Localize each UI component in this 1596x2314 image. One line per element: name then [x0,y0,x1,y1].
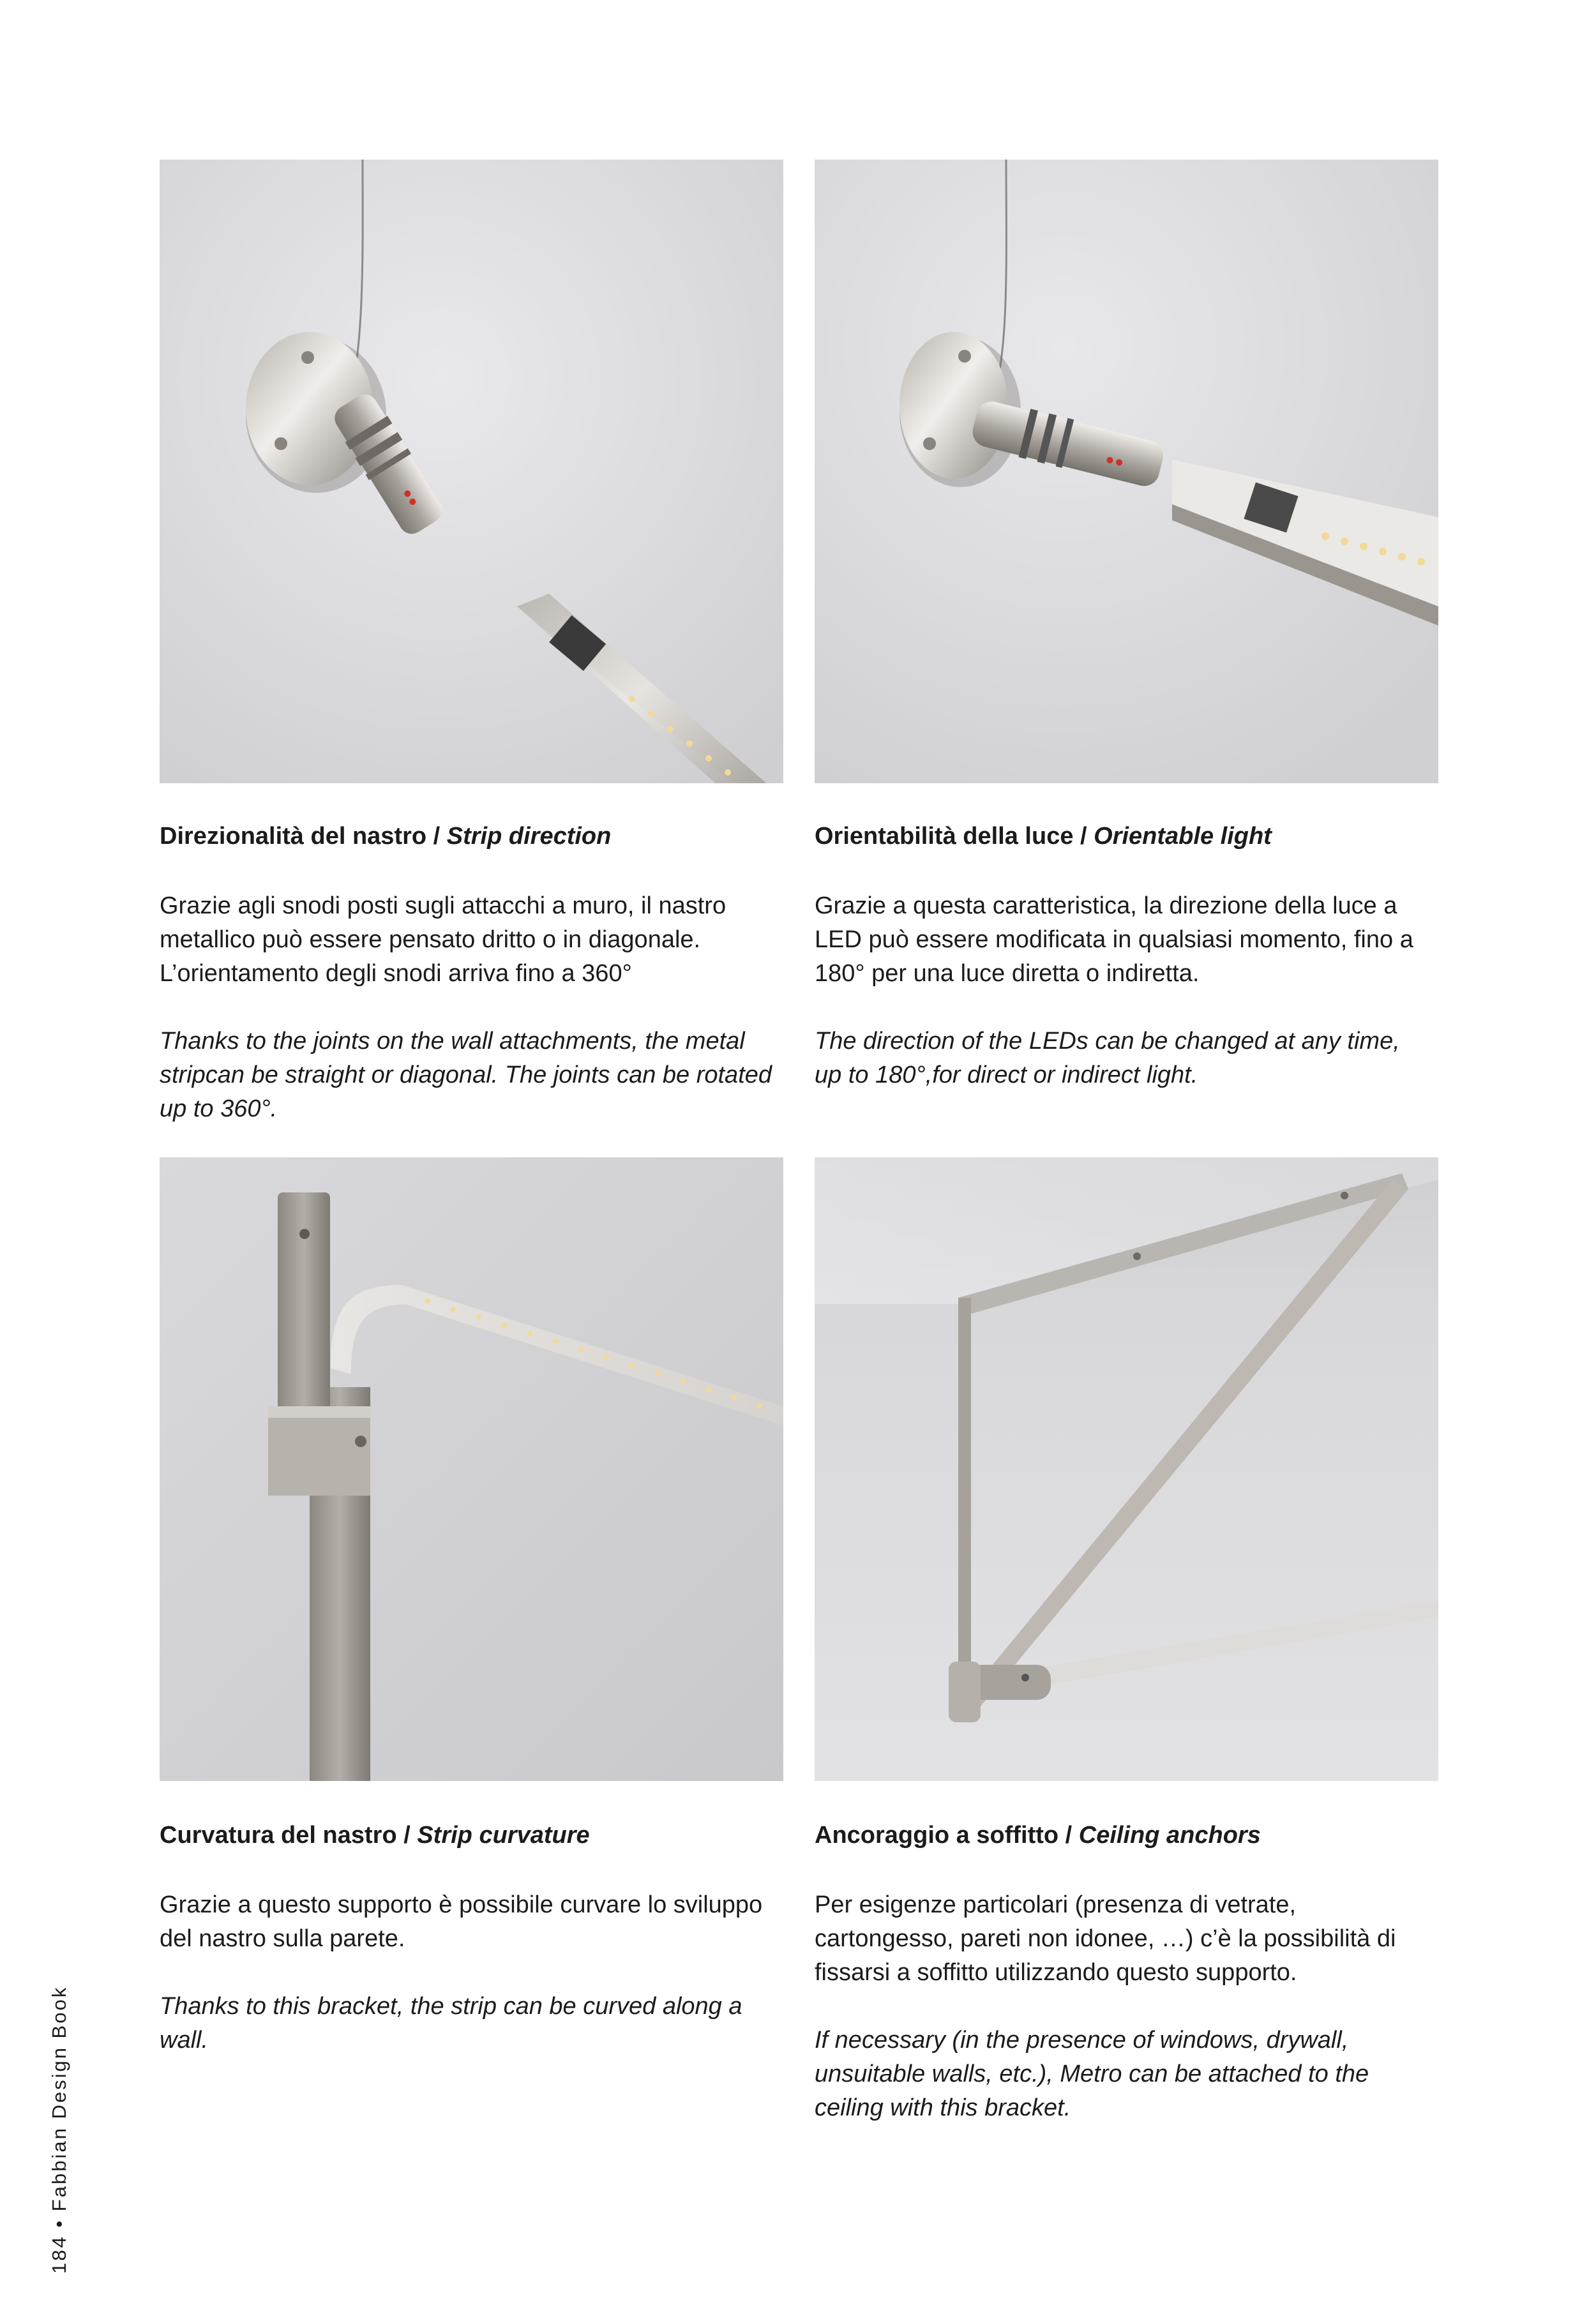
feature-3-text-en: Thanks to this bracket, the strip can be curved along a wall. [160,1993,742,2054]
feature-2-text-it: Grazie a questa caratteristica, la direzione della luce a LED può essere modificata in qualsiasi momento, fino a 180° per una luce diretta o indiretta. [815,892,1413,987]
feature-3-caption [160,1819,783,2057]
feature-3-text-it: Grazie a questo supporto è possibile curvare lo sviluppo del nastro sulla parete. [160,1891,763,1952]
feature-3-title: Curvatura del nastro / Strip curvature [160,1822,590,1849]
feature-2-caption [815,820,1438,1092]
feature-1-text-it: Grazie agli snodi posti sugli attacchi a muro, il nastro metallico può essere pensato dritto o in diagonale. L’orientamento degli snodi arriva fino a 360° [160,892,726,987]
feature-4-text-it: Per esigenze particolari (presenza di vetrate, cartongesso, pareti non idonee, …) c’è la possibilità di fissarsi a soffitto utilizzando questo supporto. [815,1891,1396,1986]
photo-strip-direction [160,160,783,783]
feature-2-text-en: The direction of the LEDs can be changed at any time, up to 180°,for direct or indirect light. [815,1028,1400,1088]
feature-4-title: Ancoraggio a soffitto / Ceiling anchors [815,1822,1261,1849]
feature-1-text-en: Thanks to the joints on the wall attachments, the metal stripcan be straight or diagonal. The joints can be rotated up to 360°. [160,1028,772,1122]
photo-ceiling-anchors [815,1157,1438,1781]
page-number-label: 184 • Fabbian Design Book [48,1985,70,2274]
feature-1-caption [160,820,783,1126]
photo-strip-curvature [160,1157,783,1781]
photo-orientable-light [815,160,1438,783]
feature-2-title: Orientabilità della luce / Orientable light [815,823,1272,850]
feature-4-text-en: If necessary (in the presence of windows, drywall, unsuitable walls, etc.), Metro can be attached to the ceiling with this bracket. [815,2027,1369,2121]
feature-1-title: Direzionalità del nastro / Strip direction [160,823,612,850]
feature-4-caption [815,1819,1438,2125]
